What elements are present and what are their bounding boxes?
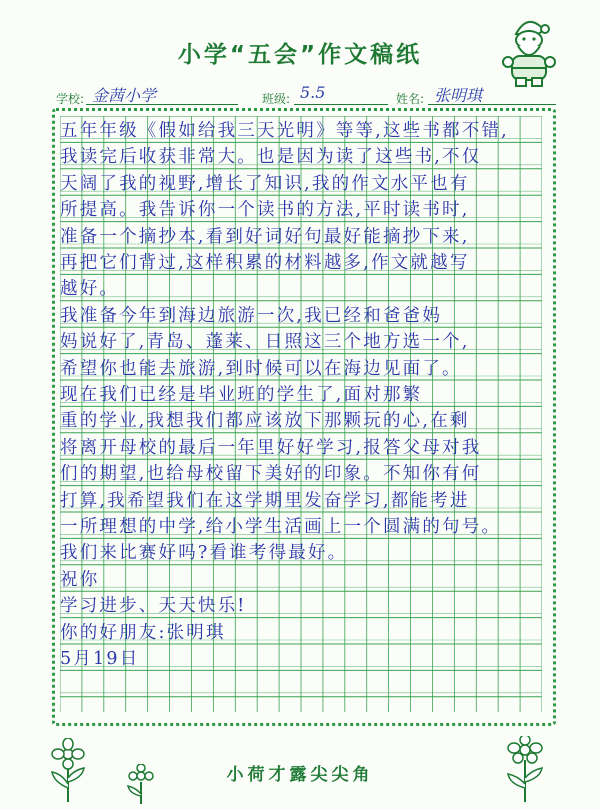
essay-line: 天阔了我的视野,增长了知识,我的作文水平也有 — [60, 173, 470, 194]
essay-line: 越好。 — [60, 279, 120, 300]
page-title: 小学“五会”作文稿纸 — [177, 42, 423, 68]
info-row — [56, 84, 556, 106]
essay-line: 准备一个摘抄本,看到好词好句最好能摘抄下来, — [60, 226, 470, 247]
essay-line: 一所理想的中学,给小学生活画上一个圆满的句号。 — [60, 517, 502, 537]
essay-body — [60, 116, 542, 712]
essay-line: 所提高。我告诉你一个读书的方法,平时读书时, — [60, 200, 470, 221]
essay-line: 打算,我希望我们在这学期里发奋学习,都能考进 — [60, 490, 470, 511]
school-label: 学校: — [56, 92, 85, 106]
essay-line: 5月19日 — [60, 649, 140, 669]
name-label: 姓名: — [396, 92, 425, 106]
essay-line: 希望你也能去旅游,到时候可以在海边见面了。 — [60, 358, 462, 379]
class-label: 班级: — [262, 92, 291, 106]
santa-figure-icon — [498, 14, 560, 88]
essay-line: 现在我们已经是毕业班的学生了,面对那繁 — [60, 385, 423, 405]
essay-line: 我读完后收获非常大。也是因为读了这些书,不仅 — [60, 147, 482, 168]
class-field: 5.5 — [294, 83, 388, 105]
essay-line: 我们来比赛好吗?看谁考得最好。 — [60, 543, 348, 564]
essay-line: 再把它们背过,这样积累的材料越多,作文就越写 — [60, 253, 470, 273]
essay-line: 你的好朋友:张明琪 — [60, 622, 226, 643]
essay-line: 将离开母校的最后一年里好好学习,报答父母对我 — [60, 437, 482, 458]
essay-line: 学习进步、天天快乐! — [60, 596, 247, 617]
essay-line: 祝你 — [60, 569, 100, 590]
name-field: 张明琪 — [428, 83, 556, 105]
essay-line: 我准备今年到海边旅游一次,我已经和爸爸妈 — [60, 305, 443, 326]
footer-caption: 小荷才露尖尖角 — [226, 765, 374, 785]
essay-line: 们的期望,也给母校留下美好的印象。不知你有何 — [60, 464, 482, 485]
school-field: 金茜小学 — [86, 83, 238, 105]
essay-line: 五年年级《假如给我三天光明》等等,这些书都不错, — [60, 121, 509, 141]
essay-line: 妈说好了,青岛、蓬莱、日照这三个地方选一个, — [60, 332, 470, 353]
essay-line: 重的学业,我想我们都应该放下那颗玩的心,在剩 — [60, 411, 470, 432]
